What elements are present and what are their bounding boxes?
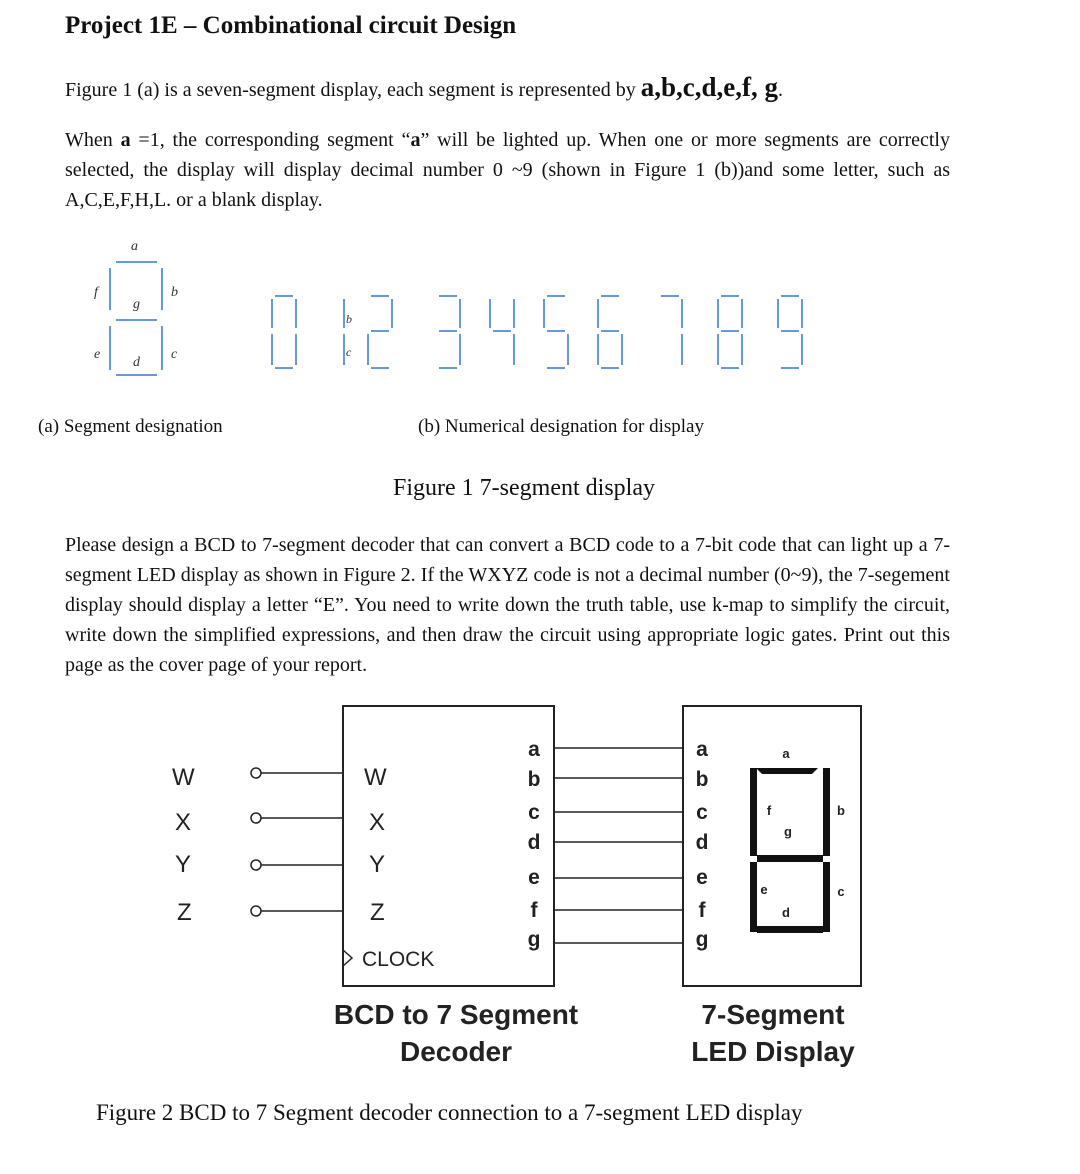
input-label-w: W (172, 764, 195, 791)
led-seg-a (756, 768, 818, 774)
seg-label-e: e (94, 347, 101, 362)
intro-text-after: . (778, 79, 783, 101)
display-input-f: f (698, 899, 706, 922)
page-title: Project 1E – Combinational circuit Design (65, 12, 517, 39)
decoder-box (343, 706, 554, 986)
display-input-g: g (695, 928, 709, 951)
digit-5 (544, 296, 568, 368)
caption-segment-designation: (a) Segment designation (38, 416, 223, 437)
led-label-e: e (760, 882, 768, 897)
display-label-line2: LED Display (691, 1036, 855, 1067)
decoder-label-line1: BCD to 7 Segment (333, 999, 579, 1030)
digit-9 (778, 296, 802, 368)
digit-3 (439, 296, 460, 368)
intro-text-before: Figure 1 (a) is a seven-segment display, each segment is represented by (65, 79, 641, 101)
decoder-output-d: d (527, 831, 541, 854)
input-label-x: X (175, 809, 192, 836)
clock-label: CLOCK (362, 948, 435, 971)
digit-0 (272, 296, 296, 368)
digit-row (272, 296, 802, 368)
digit-7 (661, 296, 682, 365)
figure-2-caption: Figure 2 BCD to 7 Segment decoder connection to a 7-segment LED display (96, 1100, 803, 1125)
digit-8 (718, 296, 742, 368)
led-label-a: a (782, 746, 790, 761)
decoder-input-w: W (364, 764, 387, 791)
led-seg-f (750, 768, 757, 856)
seg-label-g: g (133, 297, 140, 312)
led-seg-b (823, 768, 830, 856)
display-input-e: e (696, 866, 708, 889)
digit-6 (598, 296, 622, 368)
digit1-label-c: c (346, 345, 352, 359)
decoder-label-line2: Decoder (399, 1036, 513, 1067)
decoder-output-e: e (528, 866, 540, 889)
task-paragraph: Please design a BCD to 7-segment decoder that can convert a BCD code to a 7-bit code that can light up a 7-segment LED display as shown in Figure 2. If the WXYZ code is not a decimal number (0~9), the 7-segement display should display a letter “E”. You need to write down the truth table, use k-map to simplify the circuit, write down the simplified expressions, and then draw the circuit using appropriate logic gates. Print out this page as the cover page of your report. (65, 534, 950, 676)
led-label-c: c (837, 884, 845, 899)
decoder-output-c: c (528, 801, 540, 824)
seg-label-f: f (94, 285, 98, 300)
display-input-d: d (695, 831, 709, 854)
input-label-y: Y (175, 851, 192, 878)
seg-label-a: a (131, 239, 138, 254)
display-input-a: a (696, 738, 708, 761)
display-input-c: c (696, 801, 708, 824)
figure-1-diagram (0, 0, 1080, 420)
seg-label-b: b (171, 285, 178, 300)
display-input-b: b (695, 768, 709, 791)
figure-1-title: Figure 1 7-segment display (393, 475, 655, 501)
p2-bold-a-quoted: a (410, 129, 421, 151)
display-box (683, 706, 861, 986)
input-label-z: Z (177, 899, 192, 926)
decoder-output-a: a (528, 738, 540, 761)
led-seg-g (757, 855, 823, 862)
input-terminal-y (251, 860, 261, 870)
input-terminal-z (251, 906, 261, 916)
p2-text-3: ” will be lighted up. When one or more segments are correctly selected, the display will display decimal number 0 ~9 (shown in Figure 1 (b))and some letter, such as A,C,E,F,H,L. or a blank display. (65, 129, 950, 211)
decoder-input-z: Z (370, 899, 385, 926)
led-label-f: f (766, 803, 772, 818)
led-seg-d (757, 926, 823, 933)
display-label-line1: 7-Segment (701, 999, 845, 1030)
caption-numerical-designation: (b) Numerical designation for display (418, 416, 704, 437)
led-label-d: d (782, 905, 790, 920)
led-label-b: b (837, 803, 845, 818)
decoder-output-f: f (530, 899, 538, 922)
led-seg-c (823, 862, 830, 932)
seg-label-d: d (133, 355, 140, 370)
decoder-input-x: X (369, 809, 386, 836)
clock-triangle-icon (343, 950, 352, 966)
led-label-g: g (784, 824, 792, 839)
p2-bold-a: a (120, 129, 131, 151)
led-seg-e (750, 862, 757, 932)
digit-4 (490, 299, 514, 365)
led-seven-segment (750, 768, 830, 933)
digit-2 (368, 296, 392, 368)
p2-text-2: =1, the corresponding segment “ (130, 129, 411, 151)
input-terminal-w (251, 768, 261, 778)
input-terminal-x (251, 813, 261, 823)
p2-text-1: When (65, 129, 121, 151)
decoder-output-g: g (527, 928, 541, 951)
seg-label-c: c (171, 347, 178, 362)
digit1-label-b: b (346, 312, 352, 326)
segment-letters: a,b,c,d,e,f, g (640, 72, 778, 102)
decoder-input-y: Y (369, 851, 386, 878)
decoder-output-b: b (527, 768, 541, 791)
